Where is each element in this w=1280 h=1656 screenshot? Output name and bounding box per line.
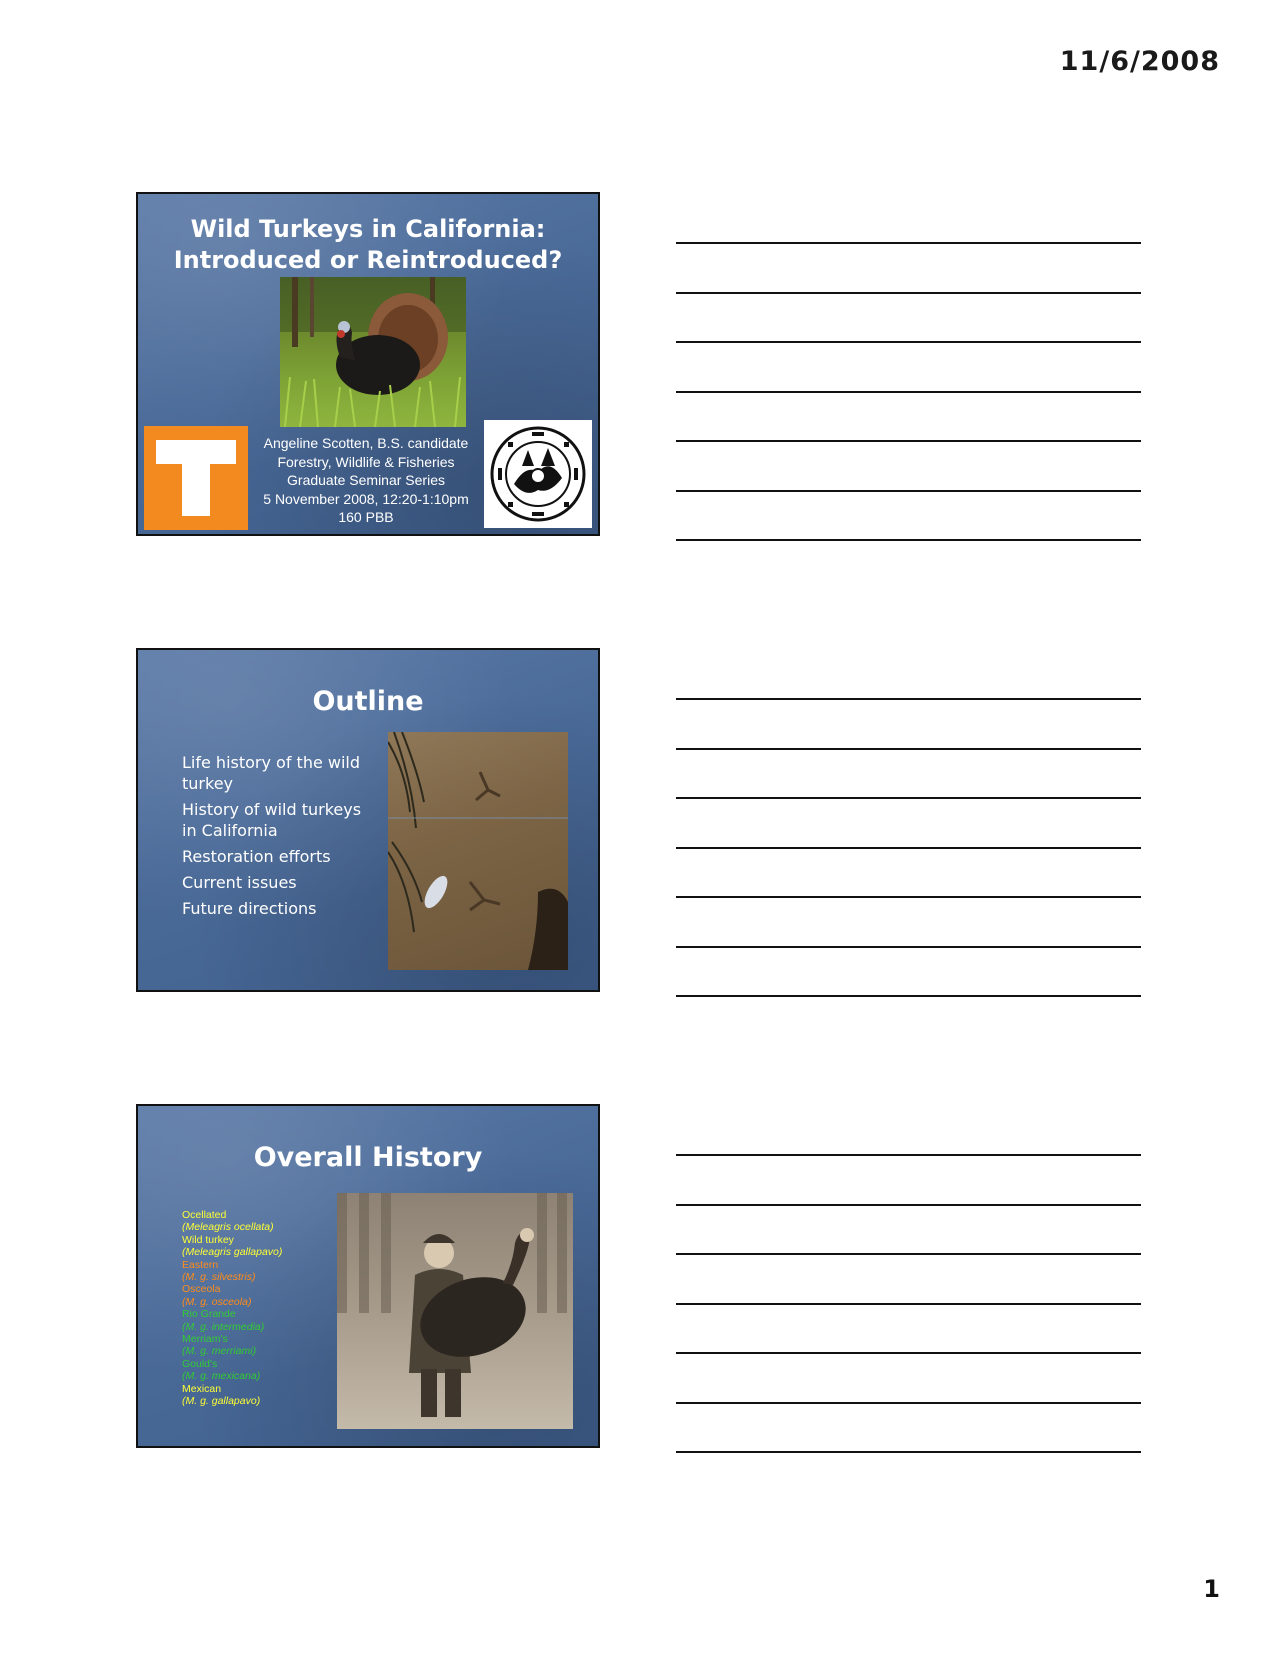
species-item: [182, 1234, 332, 1259]
species-scientific-name: (M. g. silvestris): [182, 1271, 256, 1284]
species-scientific-name: (Meleagris gallapavo): [182, 1246, 283, 1259]
presenter-credits: [248, 434, 484, 527]
turkey-track-photo: [388, 732, 568, 970]
species-common-name: Wild turkey: [182, 1233, 234, 1246]
forestry-wildlife-fisheries-seal: [484, 420, 592, 528]
note-line: [676, 698, 1141, 700]
note-line: [676, 539, 1141, 541]
note-line: [676, 292, 1141, 294]
credit-room: 160 PBB: [338, 509, 394, 525]
species-scientific-name: (M. g. intermedia): [182, 1320, 265, 1333]
note-line: [676, 1154, 1141, 1156]
university-t-logo: [144, 426, 248, 530]
slide-title-slide: [136, 192, 600, 536]
species-item: [182, 1308, 332, 1333]
outline-list: [182, 752, 372, 924]
note-line: [676, 946, 1141, 948]
slide-title: [138, 214, 598, 276]
species-item: [182, 1333, 332, 1358]
page-number: 1: [1203, 1575, 1220, 1603]
list-item: Restoration efforts: [182, 847, 331, 866]
species-scientific-name: (M. g. gallapavo): [182, 1395, 261, 1408]
species-item: [182, 1283, 332, 1308]
species-common-name: Rio Grande: [182, 1308, 236, 1321]
notes-lines-slide-1: [676, 242, 1141, 589]
print-date: 11/6/2008: [1059, 46, 1220, 77]
list-item: Future directions: [182, 899, 317, 918]
slide-overall-history: [136, 1104, 600, 1448]
note-line: [676, 847, 1141, 849]
species-common-name: Gould's: [182, 1357, 218, 1370]
title-line-1: Wild Turkeys in California:: [190, 215, 546, 243]
species-common-name: Ocellated: [182, 1209, 227, 1221]
species-item: [182, 1383, 332, 1408]
credit-presenter: Angeline Scotten, B.S. candidate: [263, 435, 469, 451]
species-common-name: Mexican: [182, 1382, 222, 1395]
species-list: [182, 1209, 332, 1408]
list-item: Current issues: [182, 873, 297, 892]
note-line: [676, 1352, 1141, 1354]
note-line: [676, 391, 1141, 393]
species-item: [182, 1259, 332, 1284]
species-scientific-name: (Meleagris ocellata): [182, 1221, 274, 1234]
note-line: [676, 748, 1141, 750]
note-line: [676, 1204, 1141, 1206]
species-scientific-name: (M. g. merriami): [182, 1345, 257, 1358]
notes-lines-slide-3: [676, 1154, 1141, 1501]
credit-date-time: 5 November 2008, 12:20-1:10pm: [263, 490, 469, 507]
slide-title: Overall History: [253, 1142, 483, 1173]
species-item: [182, 1358, 332, 1383]
list-item: Life history of the wild turkey: [182, 753, 361, 793]
note-line: [676, 440, 1141, 442]
species-common-name: Merriam's: [182, 1333, 228, 1346]
slide-outline: [136, 648, 600, 992]
note-line: [676, 797, 1141, 799]
title-line-2: Introduced or Reintroduced?: [173, 246, 563, 274]
turkey-photo: [280, 277, 466, 427]
note-line: [676, 242, 1141, 244]
note-line: [676, 341, 1141, 343]
species-item: [182, 1209, 332, 1234]
note-line: [676, 1253, 1141, 1255]
note-line: [676, 896, 1141, 898]
credit-series: Graduate Seminar Series: [287, 472, 445, 488]
credit-department: Forestry, Wildlife & Fisheries: [277, 453, 455, 470]
list-item: History of wild turkeys in California: [182, 800, 362, 840]
note-line: [676, 490, 1141, 492]
species-scientific-name: (M. g. mexicana): [182, 1370, 261, 1383]
note-line: [676, 1451, 1141, 1453]
note-line: [676, 995, 1141, 997]
boy-with-turkey-photo: [337, 1193, 573, 1429]
note-line: [676, 1303, 1141, 1305]
species-common-name: Osceola: [182, 1283, 221, 1296]
note-line: [676, 1402, 1141, 1404]
species-scientific-name: (M. g. osceola): [182, 1295, 252, 1308]
turkey-illustration: [280, 277, 466, 427]
slide-title: Outline: [312, 686, 424, 717]
notes-lines-slide-2: [676, 698, 1141, 1045]
species-common-name: Eastern: [182, 1258, 219, 1271]
